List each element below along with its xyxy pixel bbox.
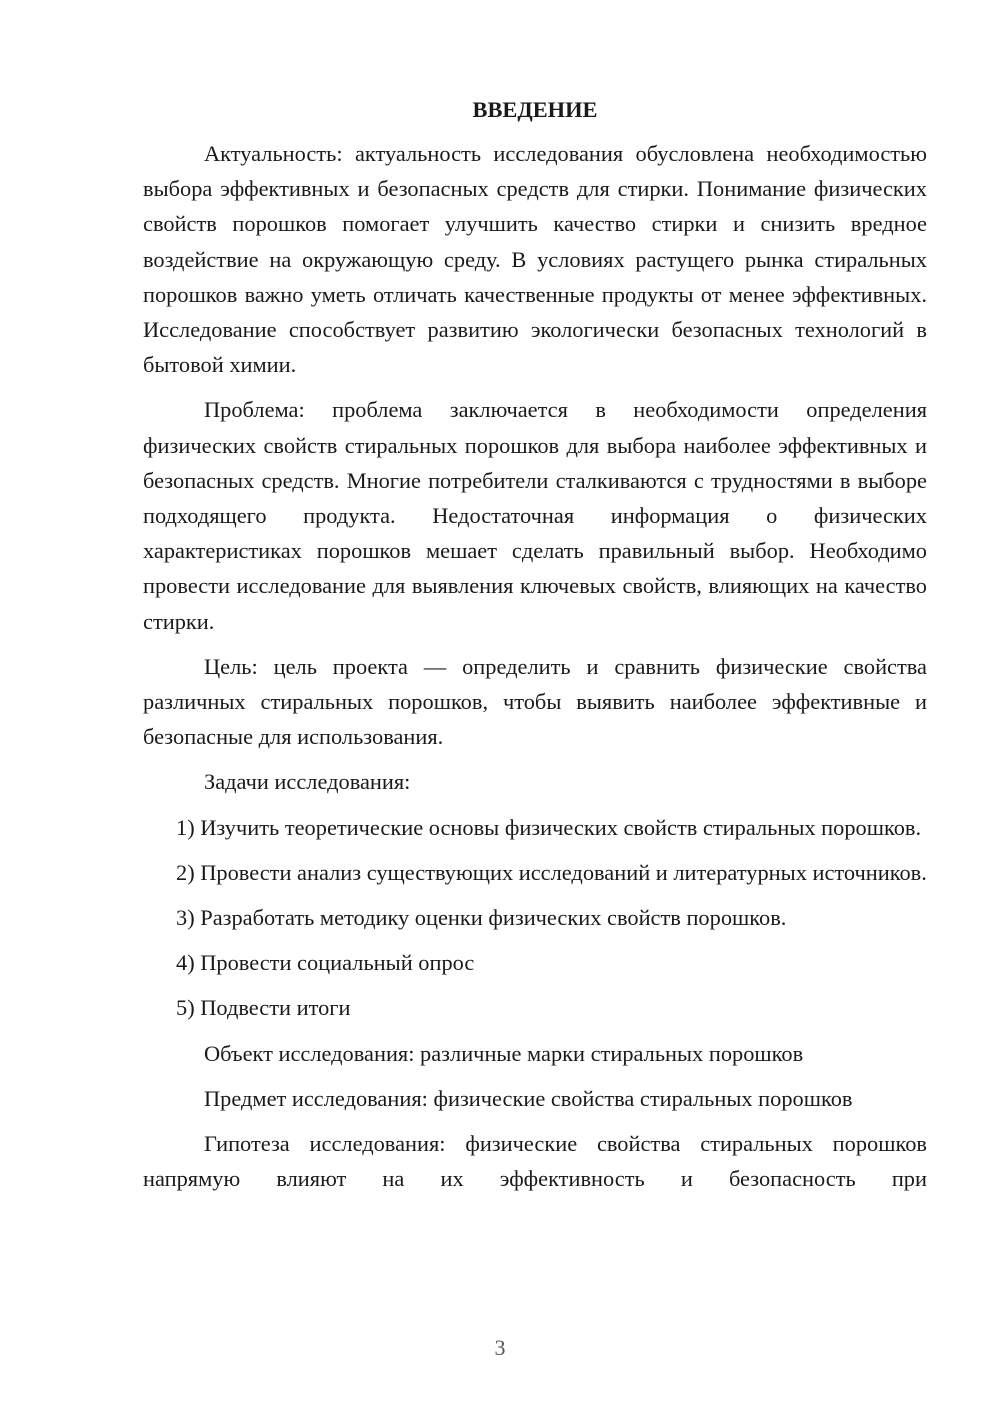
- task-item-5: 5) Подвести итоги: [176, 995, 351, 1021]
- paragraph-object: Объект исследования: различные марки стиральных порошков: [204, 1040, 804, 1066]
- section-heading: ВВЕДЕНИЕ: [472, 97, 598, 122]
- task-item-4: 4) Провести социальный опрос: [176, 950, 475, 976]
- paragraph-tasks-title: Задачи исследования:: [204, 769, 411, 795]
- paragraph-problem: Проблема: проблема заключается в необходимости определения физических свойств стиральных порошков для выбора наиболее эффективных и безопасных средств. Многие потребители сталкиваются с трудностями в выборе подходящего продукта. Недостаточная информация о физических характеристиках порошков мешает сделать правильный выбор. Необходимо провести исследование для выявления ключевых свойств, влияющих на качество стирки.: [143, 397, 927, 634]
- task-item-3: 3) Разработать методику оценки физических свойств порошков.: [176, 905, 787, 931]
- paragraph-goal: Цель: цель проекта — определить и сравнить физические свойства различных стиральных порошков, чтобы выявить наиболее эффективные и безопасные для использования.: [143, 653, 927, 750]
- page-content: [143, 95, 927, 1196]
- task-item-1: 1) Изучить теоретические основы физических свойств стиральных порошков.: [176, 814, 922, 840]
- paragraph-hypothesis: Гипотеза исследования: физические свойства стиральных порошков напрямую влияют на их эффективность и безопасность при: [143, 1131, 927, 1192]
- paragraph-subject: Предмет исследования: физические свойства стиральных порошков: [204, 1085, 853, 1111]
- paragraph-relevance: Актуальность: актуальность исследования обусловлена необходимостью выбора эффективных и безопасных средств для стирки. Понимание физических свойств порошков помогает улучшить качество стирки и снизить вредное воздействие на окружающую среду. В условиях растущего рынка стиральных порошков важно уметь отличать качественные продукты от менее эффективных. Исследование способствует развитию экологически безопасных технологий в бытовой химии.: [143, 141, 927, 378]
- task-item-2: 2) Провести анализ существующих исследований и литературных источников.: [176, 859, 927, 885]
- page-number: 3: [494, 1335, 506, 1360]
